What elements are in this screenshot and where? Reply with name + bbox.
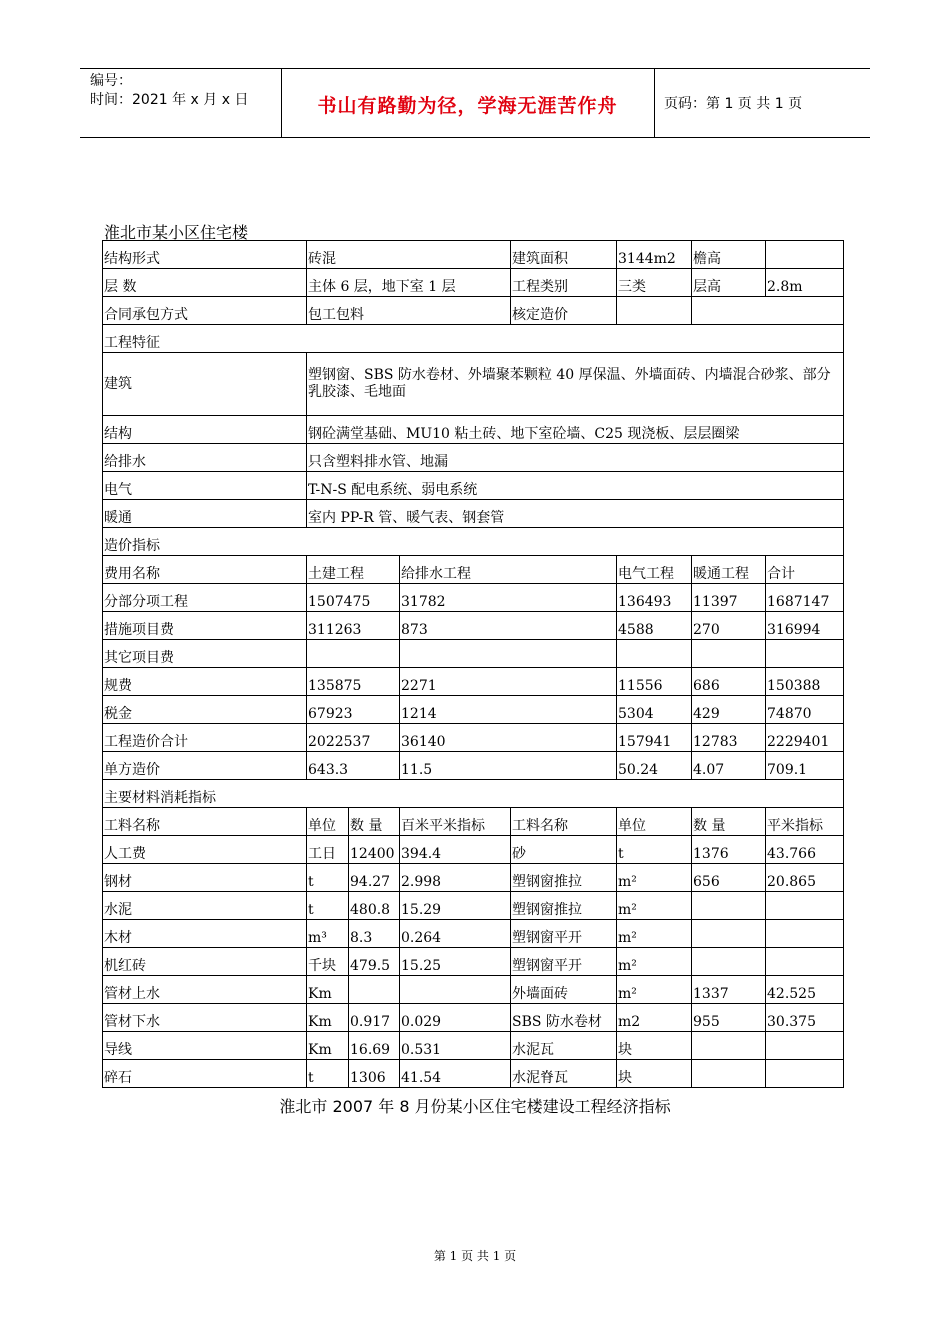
- material-row: [103, 976, 844, 1004]
- material-row: [103, 1060, 844, 1088]
- material-row: [103, 864, 844, 892]
- cost-value: [617, 640, 692, 668]
- material-row: [103, 1004, 844, 1032]
- header-divider: [654, 69, 655, 137]
- material-row: [103, 1032, 844, 1060]
- code-label: 编号：: [90, 73, 132, 89]
- material-cell: 955: [692, 1004, 766, 1032]
- material-cell: m²: [617, 920, 692, 948]
- material-cell: 0.029: [400, 1004, 511, 1032]
- material-cell: 水泥: [103, 892, 307, 920]
- cost-value: [766, 640, 844, 668]
- cost-row: [103, 696, 844, 724]
- material-cell: [692, 920, 766, 948]
- cost-value: 电气工程: [617, 556, 692, 584]
- cost-value: 270: [692, 612, 766, 640]
- material-cell: [692, 1060, 766, 1088]
- feature-label: 结构: [103, 416, 307, 444]
- material-row: [103, 948, 844, 976]
- material-row: [103, 920, 844, 948]
- material-cell: [766, 920, 844, 948]
- cost-value: 873: [400, 612, 617, 640]
- header-motto: 书山有路勤为径，学海无涯苦作舟: [317, 95, 618, 117]
- material-cell: 94.27: [349, 864, 400, 892]
- empty-cell: [692, 297, 844, 325]
- material-cell: 千块: [307, 948, 349, 976]
- material-cell: 水泥脊瓦: [511, 1060, 617, 1088]
- section-title: 造价指标: [103, 528, 844, 556]
- area-label: 建筑面积: [511, 241, 617, 269]
- material-cell: 平米指标: [766, 808, 844, 836]
- material-cell: [400, 976, 511, 1004]
- contract-value: 包工包料: [307, 297, 511, 325]
- cost-value: [692, 640, 766, 668]
- material-cell: [766, 948, 844, 976]
- section-header-row: [103, 780, 844, 808]
- cost-row: [103, 724, 844, 752]
- cost-value: 74870: [766, 696, 844, 724]
- floors-label: 层 数: [103, 269, 307, 297]
- material-cell: 16.69: [349, 1032, 400, 1060]
- header-meta: [90, 72, 248, 110]
- feature-value: 室内 PP-R 管、暖气表、钢套管: [307, 500, 844, 528]
- material-cell: 数 量: [349, 808, 400, 836]
- header-page-info: 页码：第 1 页 共 1 页: [664, 96, 803, 112]
- cost-value: 311263: [307, 612, 400, 640]
- cost-value: 157941: [617, 724, 692, 752]
- material-cell: 木材: [103, 920, 307, 948]
- material-cell: 人工费: [103, 836, 307, 864]
- material-cell: 394.4: [400, 836, 511, 864]
- material-cell: [692, 948, 766, 976]
- material-cell: t: [307, 864, 349, 892]
- cost-value: 2022537: [307, 724, 400, 752]
- cost-value: 11397: [692, 584, 766, 612]
- eave-value: [766, 241, 844, 269]
- material-cell: 块: [617, 1060, 692, 1088]
- material-cell: 水泥瓦: [511, 1032, 617, 1060]
- material-cell: m²: [617, 948, 692, 976]
- material-cell: Km: [307, 1032, 349, 1060]
- section-header-row: [103, 325, 844, 353]
- material-cell: 块: [617, 1032, 692, 1060]
- materials-section: [103, 780, 844, 1088]
- material-cell: 1376: [692, 836, 766, 864]
- cost-section: [103, 528, 844, 780]
- overview-row: [103, 297, 844, 325]
- section-header-row: [103, 528, 844, 556]
- material-cell: 8.3: [349, 920, 400, 948]
- material-row: [103, 892, 844, 920]
- cost-value: 316994: [766, 612, 844, 640]
- material-cell: 工料名称: [511, 808, 617, 836]
- cost-value: 150388: [766, 668, 844, 696]
- material-cell: 砂: [511, 836, 617, 864]
- time-label: 时间：2021 年 x 月 x 日: [90, 92, 249, 108]
- material-cell: 塑钢窗平开: [511, 948, 617, 976]
- material-cell: 工料名称: [103, 808, 307, 836]
- material-cell: 0.531: [400, 1032, 511, 1060]
- material-cell: 480.8: [349, 892, 400, 920]
- material-header-row: [103, 808, 844, 836]
- material-cell: 1337: [692, 976, 766, 1004]
- cost-value: [307, 640, 400, 668]
- cost-value: 5304: [617, 696, 692, 724]
- cost-value: 31782: [400, 584, 617, 612]
- feature-row: [103, 444, 844, 472]
- material-cell: 479.5: [349, 948, 400, 976]
- cost-value: 11556: [617, 668, 692, 696]
- cost-row: [103, 668, 844, 696]
- feature-value: 钢砼满堂基础、MU10 粘土砖、地下室砼墙、C25 现浇板、层层圈梁: [307, 416, 844, 444]
- cost-value: 709.1: [766, 752, 844, 780]
- cost-value: [400, 640, 617, 668]
- material-cell: m²: [617, 976, 692, 1004]
- feature-label: 暖通: [103, 500, 307, 528]
- material-cell: Km: [307, 976, 349, 1004]
- material-cell: 数 量: [692, 808, 766, 836]
- cost-value: 135875: [307, 668, 400, 696]
- material-cell: 0.264: [400, 920, 511, 948]
- material-cell: 1306: [349, 1060, 400, 1088]
- material-cell: 单位: [617, 808, 692, 836]
- material-cell: 30.375: [766, 1004, 844, 1032]
- cost-item-name: 分部分项工程: [103, 584, 307, 612]
- page-footer: 第 1 页 共 1 页: [433, 1249, 517, 1263]
- cost-value: 1214: [400, 696, 617, 724]
- material-cell: 12400: [349, 836, 400, 864]
- page-header: [80, 68, 870, 138]
- cost-item-name: 单方造价: [103, 752, 307, 780]
- cost-row: [103, 752, 844, 780]
- material-cell: 管材下水: [103, 1004, 307, 1032]
- material-cell: [692, 1032, 766, 1060]
- material-cell: 机红砖: [103, 948, 307, 976]
- cost-item-name: 税金: [103, 696, 307, 724]
- cost-value: 2229401: [766, 724, 844, 752]
- feature-row: [103, 416, 844, 444]
- section-title: 工程特征: [103, 325, 844, 353]
- overview-row: [103, 241, 844, 269]
- feature-label: 建筑: [103, 353, 307, 416]
- feature-row: [103, 472, 844, 500]
- cost-value: 暖通工程: [692, 556, 766, 584]
- cost-item-name: 措施项目费: [103, 612, 307, 640]
- eave-label: 檐高: [692, 241, 766, 269]
- cost-value: 12783: [692, 724, 766, 752]
- cost-value: 11.5: [400, 752, 617, 780]
- feature-row: [103, 500, 844, 528]
- cost-value: 36140: [400, 724, 617, 752]
- material-cell: 塑钢窗平开: [511, 920, 617, 948]
- material-cell: 单位: [307, 808, 349, 836]
- material-cell: [692, 892, 766, 920]
- material-cell: m²: [617, 892, 692, 920]
- material-cell: 41.54: [400, 1060, 511, 1088]
- material-cell: [766, 1032, 844, 1060]
- material-cell: m2: [617, 1004, 692, 1032]
- cost-item-name: 规费: [103, 668, 307, 696]
- cost-value: 136493: [617, 584, 692, 612]
- table-title: 淮北市某小区住宅楼: [104, 223, 249, 242]
- cost-value: 1687147: [766, 584, 844, 612]
- overview-row: [103, 269, 844, 297]
- feature-label: 电气: [103, 472, 307, 500]
- material-cell: 42.525: [766, 976, 844, 1004]
- category-value: 三类: [617, 269, 692, 297]
- material-cell: 塑钢窗推拉: [511, 864, 617, 892]
- floor-height-value: 2.8m: [766, 269, 844, 297]
- feature-value: 只含塑料排水管、地漏: [307, 444, 844, 472]
- material-cell: SBS 防水卷材: [511, 1004, 617, 1032]
- material-cell: 塑钢窗推拉: [511, 892, 617, 920]
- material-cell: 钢材: [103, 864, 307, 892]
- material-cell: [766, 892, 844, 920]
- approved-label: 核定造价: [511, 297, 617, 325]
- material-cell: t: [617, 836, 692, 864]
- material-cell: 43.766: [766, 836, 844, 864]
- material-cell: 15.25: [400, 948, 511, 976]
- cost-value: 2271: [400, 668, 617, 696]
- section-title: 主要材料消耗指标: [103, 780, 844, 808]
- cost-row: [103, 584, 844, 612]
- material-cell: [766, 1060, 844, 1088]
- contract-label: 合同承包方式: [103, 297, 307, 325]
- material-cell: 碎石: [103, 1060, 307, 1088]
- cost-row: [103, 612, 844, 640]
- cost-row: [103, 640, 844, 668]
- structure-label: 结构形式: [103, 241, 307, 269]
- material-cell: 管材上水: [103, 976, 307, 1004]
- cost-value: 4.07: [692, 752, 766, 780]
- material-cell: [349, 976, 400, 1004]
- cost-value: 643.3: [307, 752, 400, 780]
- material-cell: m²: [617, 864, 692, 892]
- feature-row: [103, 353, 844, 416]
- table-caption: 淮北市 2007 年 8 月份某小区住宅楼建设工程经济指标: [279, 1097, 671, 1116]
- material-cell: 656: [692, 864, 766, 892]
- feature-value: T-N-S 配电系统、弱电系统: [307, 472, 844, 500]
- approved-value: [617, 297, 692, 325]
- cost-value: 土建工程: [307, 556, 400, 584]
- category-label: 工程类别: [511, 269, 617, 297]
- indicator-table: [102, 240, 844, 1088]
- cost-value: 给排水工程: [400, 556, 617, 584]
- cost-value: 67923: [307, 696, 400, 724]
- cost-value: 50.24: [617, 752, 692, 780]
- area-value: 3144m2: [617, 241, 692, 269]
- floors-value: 主体 6 层，地下室 1 层: [307, 269, 511, 297]
- cost-header-row: [103, 556, 844, 584]
- cost-item-name: 费用名称: [103, 556, 307, 584]
- feature-label: 给排水: [103, 444, 307, 472]
- cost-value: 429: [692, 696, 766, 724]
- material-cell: m³: [307, 920, 349, 948]
- material-cell: 20.865: [766, 864, 844, 892]
- cost-item-name: 工程造价合计: [103, 724, 307, 752]
- material-cell: 工日: [307, 836, 349, 864]
- material-row: [103, 836, 844, 864]
- material-cell: 外墙面砖: [511, 976, 617, 1004]
- floor-height-label: 层高: [692, 269, 766, 297]
- feature-value: 塑钢窗、SBS 防水卷材、外墙聚苯颗粒 40 厚保温、外墙面砖、内墙混合砂浆、部分乳胶漆、毛地面: [307, 353, 844, 416]
- cost-value: 4588: [617, 612, 692, 640]
- cost-value: 合计: [766, 556, 844, 584]
- material-cell: 0.917: [349, 1004, 400, 1032]
- cost-item-name: 其它项目费: [103, 640, 307, 668]
- features-section: [103, 325, 844, 528]
- structure-value: 砖混: [307, 241, 511, 269]
- material-cell: t: [307, 892, 349, 920]
- cost-value: 1507475: [307, 584, 400, 612]
- material-cell: Km: [307, 1004, 349, 1032]
- material-cell: t: [307, 1060, 349, 1088]
- material-cell: 导线: [103, 1032, 307, 1060]
- material-cell: 2.998: [400, 864, 511, 892]
- material-cell: 15.29: [400, 892, 511, 920]
- cost-value: 686: [692, 668, 766, 696]
- material-cell: 百米平米指标: [400, 808, 511, 836]
